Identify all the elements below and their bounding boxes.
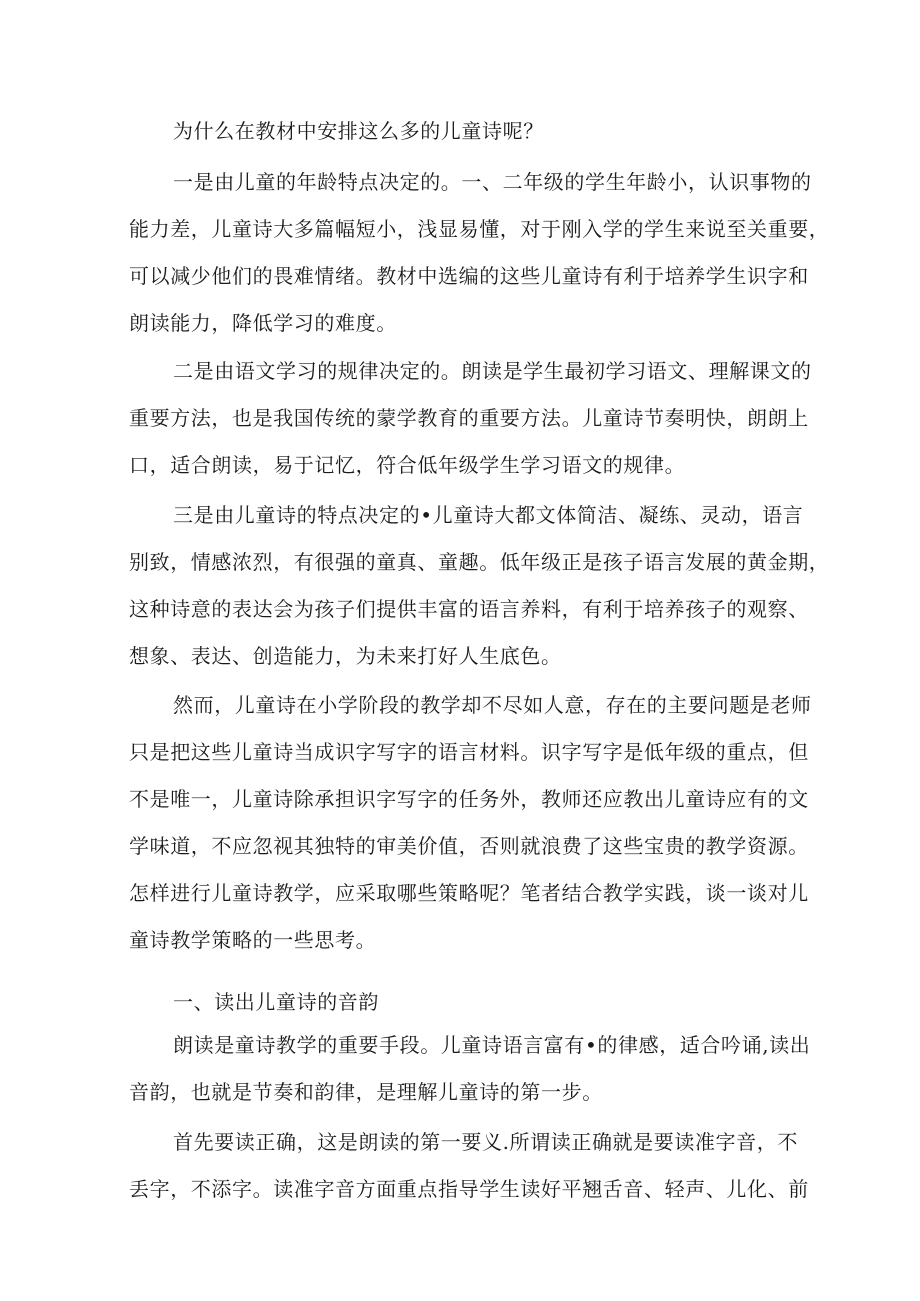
- paragraph-line: 不是唯一，儿童诗除承担识字写字的任务外，教师还应教出儿童诗应有的文: [129, 787, 809, 811]
- paragraph-line: 三是由儿童诗的特点决定的•儿童诗大都文体简洁、凝练、灵动，语言: [173, 503, 804, 527]
- paragraph-line: 音韵，也就是节奏和韵律，是理解儿童诗的第一步。: [129, 1080, 603, 1104]
- paragraph-line: 二是由语文学习的规律决定的。朗读是学生最初学习语文、理解课文的: [173, 359, 812, 383]
- paragraph-line: 想象、表达、创造能力，为未来打好人生底色。: [129, 644, 562, 668]
- paragraph-line: 首先要读正确，这是朗读的第一要义.所谓读正确就是要读准字音，不: [173, 1130, 798, 1154]
- paragraph-line: 怎样进行儿童诗教学，应采取哪些策略呢？笔者结合教学实践，谈一谈对儿: [129, 881, 809, 905]
- paragraph-line: 口，适合朗读，易于记忆，符合低年级学生学习语文的规律。: [129, 453, 686, 477]
- paragraph-3: [129, 492, 830, 680]
- paragraph-1: [129, 159, 830, 347]
- paragraph-line: 学味道，不应忽视其独特的审美价值，否则就浪费了这些宝贵的教学资源。: [129, 834, 809, 858]
- section-paragraph-1: [129, 1022, 811, 1116]
- section-paragraph-2: [129, 1119, 809, 1213]
- paragraph-line: 一是由儿童的年龄特点决定的。一、二年级的学生年龄小，认识事物的: [173, 170, 812, 194]
- paragraph-4: [129, 682, 812, 964]
- paragraph-line: 重要方法，也是我国传统的蒙学教育的重要方法。儿童诗节奏明快，朗朗上: [129, 406, 809, 430]
- paragraph-line: 能力差，儿童诗大多篇幅短小，浅显易懂，对于刚入学的学生来说至关重要，: [129, 217, 830, 241]
- heading-text: 为什么在教材中安排这么多的儿童诗呢？: [173, 119, 544, 143]
- section-heading: [129, 979, 795, 1026]
- paragraph-line: 童诗教学策略的一些思考。: [129, 928, 377, 952]
- paragraph-line: 这种诗意的表达会为孩子们提供丰富的语言养料，有利于培养孩子的观察、: [129, 597, 809, 621]
- paragraph-line: 丢字，不添字。读准字音方面重点指导学生读好平翘舌音、轻声、儿化、前: [129, 1177, 809, 1201]
- question-heading: [129, 108, 795, 155]
- paragraph-line: 朗读能力，降低学习的难度。: [129, 311, 397, 335]
- paragraph-2: [129, 348, 812, 489]
- paragraph-line: 朗读是童诗教学的重要手段。儿童诗语言富有•的律感，适合吟诵,读出: [173, 1033, 811, 1057]
- paragraph-line: 别致，情感浓烈，有很强的童真、童趣。低年级正是孩子语言发展的黄金期，: [129, 550, 830, 574]
- paragraph-line: 然而，儿童诗在小学阶段的教学却不尽如人意，存在的主要问题是老师: [173, 693, 812, 717]
- paragraph-line: 可以减少他们的畏难情绪。教材中选编的这些儿童诗有利于培养学生识字和: [129, 264, 809, 288]
- paragraph-line: 只是把这些儿童诗当成识字写字的语言材料。识字写字是低年级的重点，但: [129, 740, 809, 764]
- section-heading-text: 一、读出儿童诗的音韵: [173, 990, 379, 1014]
